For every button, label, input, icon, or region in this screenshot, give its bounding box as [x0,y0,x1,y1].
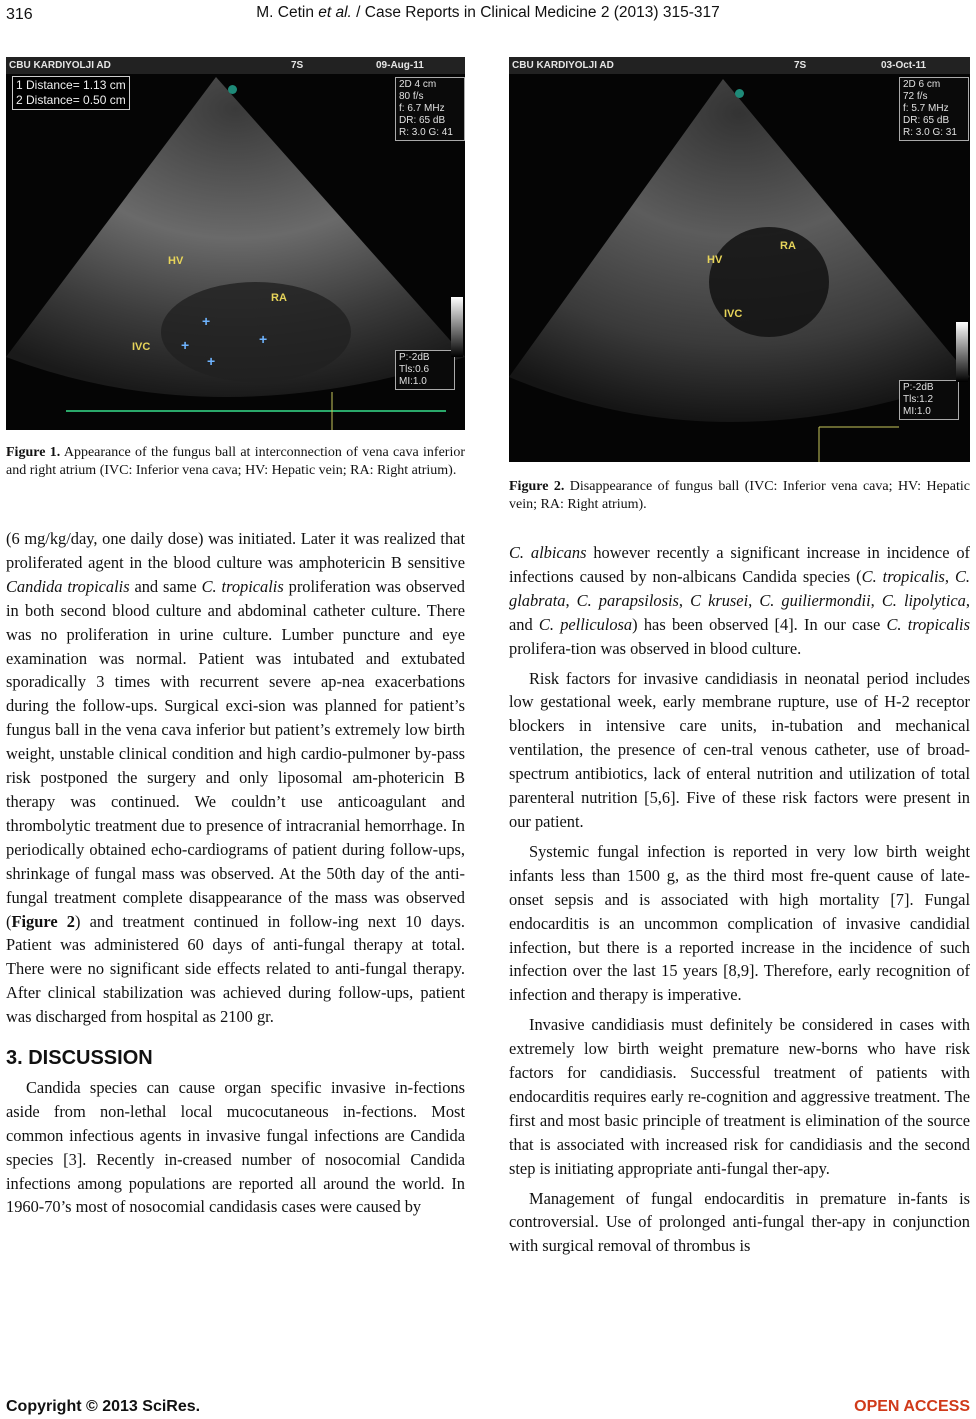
grayscale-bar [956,322,968,382]
label-ivc: IVC [724,308,743,320]
figure-2-code: 7S [794,60,807,71]
figure-1-image [6,57,465,430]
transducer-marker [735,89,744,98]
thermal-index: Tls:0.6 [399,364,430,375]
measurement-2: 2 Distance= 0.50 cm [16,93,126,107]
setting-depth: 2D 4 cm [399,79,437,90]
figure-1-measurements [12,76,130,110]
figure-1-caption: Figure 1. Appearance of the fungus ball at interconnection of vena cava inferior and right atrium (IVC: Inferior vena cava; HV: Hepatic vein; RA: Right atrium). [6,445,465,478]
transducer-marker [228,85,237,94]
paragraph: C. albicans however recently a significant increase in incidence of infections caused by non-albicans Candida species (C. tropicalis, C. glabrata, C. parapsilosis, C krusei, C. guiliermondii, C. lipolytica, and C. pelliculosa) has been observed [4]. In our case C. tropicalis prolifera-tion was observed in blood culture. [509,543,970,658]
figure-2-topbar [509,57,970,74]
caliper-marker: + [202,313,211,329]
label-ra: RA [271,292,287,304]
open-access-link[interactable]: OPEN ACCESS [854,1398,970,1415]
paragraph: Management of fungal endocarditis in premature in-fants is controversial. Use of prolonged anti-fungal ther-apy in conjunction with surgical removal of thrombus is [509,1188,970,1256]
caliper-marker: + [259,331,268,347]
figure-1-settings [395,77,465,141]
label-hv: HV [168,255,184,267]
setting-gain: R: 3.0 G: 41 [399,127,453,138]
thermal-index: Tls:1.2 [903,394,934,405]
figure-2-institution: CBU KARDIYOLJI AD [512,60,614,71]
paragraph: Candida species can cause organ specific invasive in-fections aside from non-lethal local mucocutaneous in-fections. Most common infectious agents in invasive fungal infections are Candida species [3]. Recently in-creased number of nosocomial Candida infections among populations are reported all around the world. In 1960-70’s most of nosocomial candidasis cases were caused by [6,1077,465,1217]
paragraph: (6 mg/kg/day, one daily dose) was initiated. Later it was realized that proliferated agent in the blood culture was amphotericin B sensitive Candida tropicalis and same C. tropicalis proliferation was observed in both second blood culture and abdominal catheter culture. There was no proliferation in urine culture. Lumber puncture and eye examination was normal. Patient was intubated and extubated sporadically 3 times with recurrent severe ap-nea exacerbations during the follow-ups. Surgical exci-sion was planned for patient’s fungus ball in the vena cava inferior but patient’s extremely low birth weight, unstable clinical condition and high cardio-pulmoner by-pass risk postponed the surgery and only liposomal am-photericin B therapy was continued. We couldn’t use anticoagulant and thrombolytic treatment due to presence of intracranial hemorrhage. In periodically obtained echo-cardiograms of patient during follow-ups, shrinkage of fungal mass was observed. At the 50th day of the anti-fungal treatment complete disappearance of the mass was observed (Figure 2) and treatment continued in follow-ing next 10 days. Patient was administered 60 days of anti-fungal therapy at total. There were no significant side effects related to anti-fungal therapy. After clinical stabilization was achieved during follow-ups, patient was discharged from hospital as 2100 gr. [6,529,465,1027]
figure-2-caption: Figure 2. Disappearance of fungus ball (IVC: Inferior vena cava; HV: Hepatic vein; RA: Right atrium). [509,479,970,512]
grayscale-bar [451,297,463,357]
paragraph: Invasive candidiasis must definitely be considered in cases with extremely low birth weight premature new-borns who have risk factors for candidiasis. Successful treatment of patients with endocarditis requires early re-cognition and aggressive treatment. The first and most basic principle of treatment is elimination of the source that is associated with increased risk for candidiasis and the second step is initiating appropriate anti-fungal ther-apy. [509,1015,970,1178]
label-ra: RA [780,240,796,252]
mechanical-index: MI:1.0 [903,406,931,417]
setting-dynamic-range: DR: 65 dB [399,115,446,126]
setting-frequency: f: 6.7 MHz [399,103,445,114]
caliper-marker: + [207,353,216,369]
setting-frequency: f: 5.7 MHz [903,103,949,114]
figure-1-power [395,350,455,390]
section-heading: 3. DISCUSSION [6,1047,153,1070]
figure-2-settings [899,77,969,141]
figure-1-topbar [6,57,465,74]
setting-gain: R: 3.0 G: 31 [903,127,957,138]
page-number: 316 [6,6,33,23]
paragraph: Systemic fungal infection is reported in very low birth weight infants less than 1500 g, as the third most fre-quent cause of late-onset sepsis and is associated with high mortality [7]. Fungal endocarditis is an uncommon complication of invasive candidial infection, but there is a reported increase in the incidence of such infection over the last 15 years [8,9]. Therefore, early recognition of infection and therapy is imperative. [509,841,970,1005]
power-level: P:-2dB [903,382,934,393]
caliper-marker: + [181,337,190,353]
figure-2-date: 03-Oct-11 [881,60,927,71]
mechanical-index: MI:1.0 [399,376,427,387]
figure-2-power [899,380,959,420]
setting-frame-rate: 80 f/s [399,91,424,102]
measurement-1: 1 Distance= 1.13 cm [16,78,126,92]
left-column [6,527,465,1219]
setting-dynamic-range: DR: 65 dB [903,115,950,126]
figure-2-image [509,57,970,462]
figure-1-date: 09-Aug-11 [376,60,424,71]
figure-1-code: 7S [291,60,304,71]
label-ivc: IVC [132,341,151,353]
right-column [509,541,970,1258]
running-title: M. Cetin et al. / Case Reports in Clinical Medicine 2 (2013) 315-317 [256,4,720,21]
copyright: Copyright © 2013 SciRes. [6,1398,201,1415]
figure-1-institution: CBU KARDIYOLJI AD [9,60,111,71]
label-hv: HV [707,254,723,266]
power-level: P:-2dB [399,352,430,363]
setting-frame-rate: 72 f/s [903,91,928,102]
figure-2-reference[interactable]: Figure 2 [11,911,75,931]
paragraph: Risk factors for invasive candidiasis in neonatal period includes low gestational week, early membrane rupture, use of H-2 receptor blockers in intensive care units, in-tubation and mechanical ventilation, the presence of cen-tral venous catheter, use of broad-spectrum antibiotics, lack of enteral nutrition and utilization of total parenteral nutrition [5,6]. Five of these risk factors were present in our patient. [509,668,970,831]
setting-depth: 2D 6 cm [903,79,941,90]
